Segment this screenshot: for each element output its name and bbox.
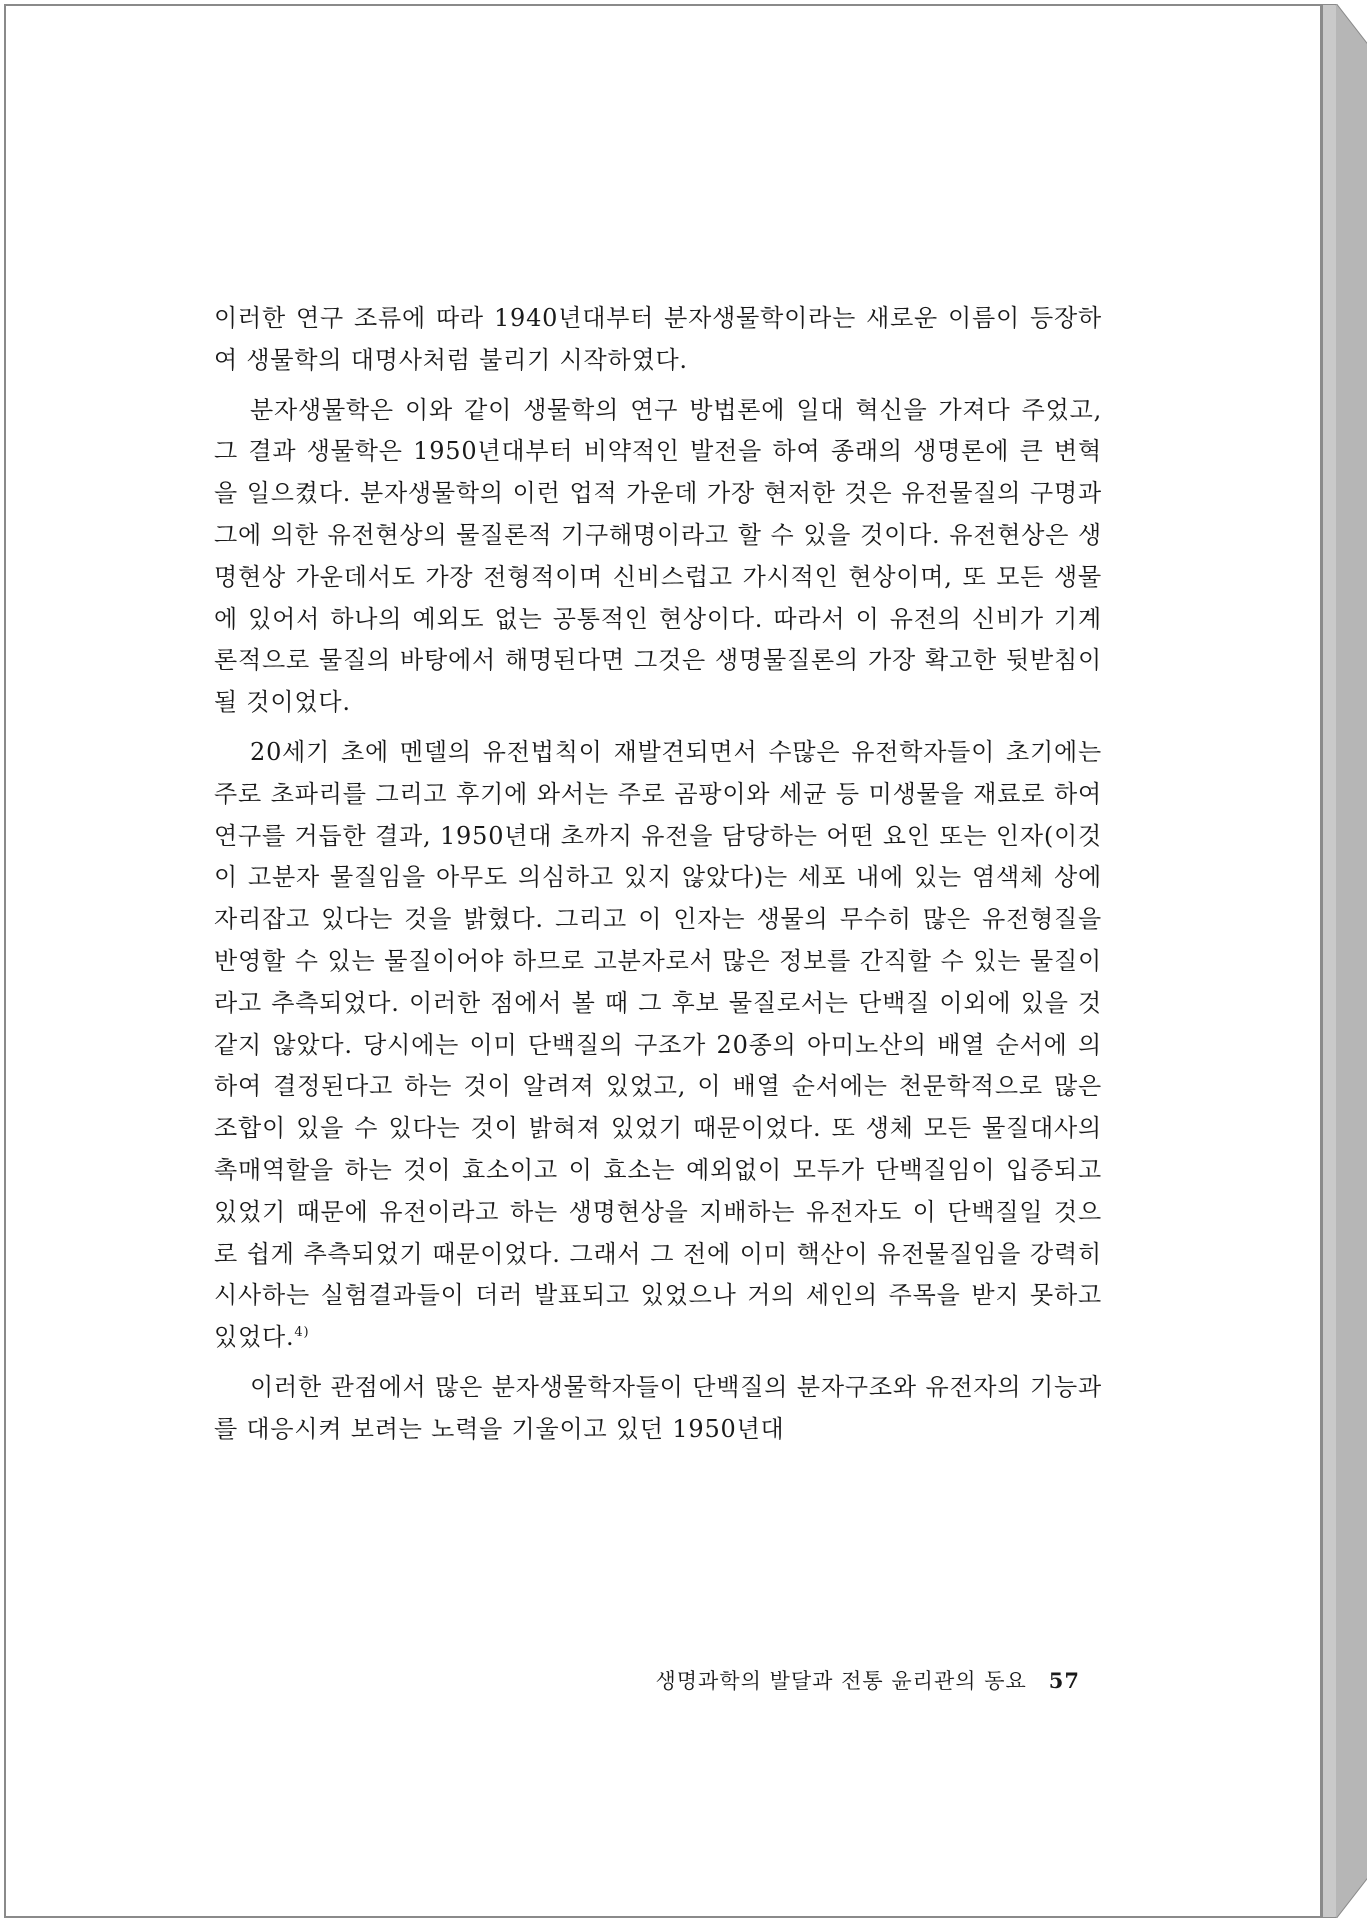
page-number: 57	[1048, 1668, 1080, 1693]
body-text	[214, 298, 1102, 1459]
paragraph-1: 이러한 연구 조류에 따라 1940년대부터 분자생물학이라는 새로운 이름이 등장하여 생물학의 대명사처럼 불리기 시작하였다.	[214, 304, 1102, 374]
footnote-mark: 4)	[294, 1325, 310, 1341]
running-footer	[655, 1665, 1080, 1695]
paragraph-2: 분자생물학은 이와 같이 생물학의 연구 방법론에 일대 혁신을 가져다 주었고, 그 결과 생물학은 1950년대부터 비약적인 발전을 하여 종래의 생명론에 큰 변혁을 일으켰다. 분자생물학의 이런 업적 가운데 가장 현저한 것은 유전물질의 구명과 그에 의한 유전현상의 물질론적 기구해명이라고 할 수 있을 것이다. 유전현상은 생명현상 가운데서도 가장 전형적이며 신비스럽고 가시적인 현상이며, 또 모든 생물에 있어서 하나의 예외도 없는 공통적인 현상이다. 따라서 이 유전의 신비가 기계론적으로 물질의 바탕에서 해명된다면 그것은 생명물질론의 가장 확고한 뒷받침이 될 것이었다.	[214, 395, 1102, 717]
paragraph-3-text: 20세기 초에 멘델의 유전법칙이 재발견되면서 수많은 유전학자들이 초기에는 주로 초파리를 그리고 후기에 와서는 주로 곰팡이와 세균 등 미생물을 재료로 하여 연구를 거듭한 결과, 1950년대 초까지 유전을 담당하는 어떤 요인 또는 인자(이것이 고분자 물질임을 아무도 의심하고 있지 않았다)는 세포 내에 있는 염색체 상에 자리잡고 있다는 것을 밝혔다. 그리고 이 인자는 생물의 무수히 많은 유전형질을 반영할 수 있는 물질이어야 하므로 고분자로서 많은 정보를 간직할 수 있는 물질이라고 추측되었다. 이러한 점에서 볼 때 그 후보 물질로서는 단백질 이외에 있을 것 같지 않았다. 당시에는 이미 단백질의 구조가 20종의 아미노산의 배열 순서에 의하여 결정된다고 하는 것이 알려져 있었고, 이 배열 순서에는 천문학적으로 많은 조합이 있을 수 있다는 것이 밝혀져 있었기 때문이었다. 또 생체 모든 물질대사의 촉매역할을 하는 것이 효소이고 이 효소는 예외없이 모두가 단백질임이 입증되고 있었기 때문에 유전이라고 하는 생명현상을 지배하는 유전자도 이 단백질일 것으로 쉽게 추측되었기 때문이었다. 그래서 그 전에 이미 핵산이 유전물질임을 강력히 시사하는 실험결과들이 더러 발표되고 있었으나 거의 세인의 주목을 받지 못하고 있었다.	[214, 737, 1102, 1352]
footer-title: 생명과학의 발달과 전통 윤리관의 동요	[655, 1669, 1027, 1693]
page-edge	[1322, 4, 1367, 1918]
paragraph-3	[214, 732, 1102, 1359]
paragraph-4: 이러한 관점에서 많은 분자생물학자들이 단백질의 분자구조와 유전자의 기능과를 대응시켜 보려는 노력을 기울이고 있던 1950년대	[214, 1372, 1102, 1443]
